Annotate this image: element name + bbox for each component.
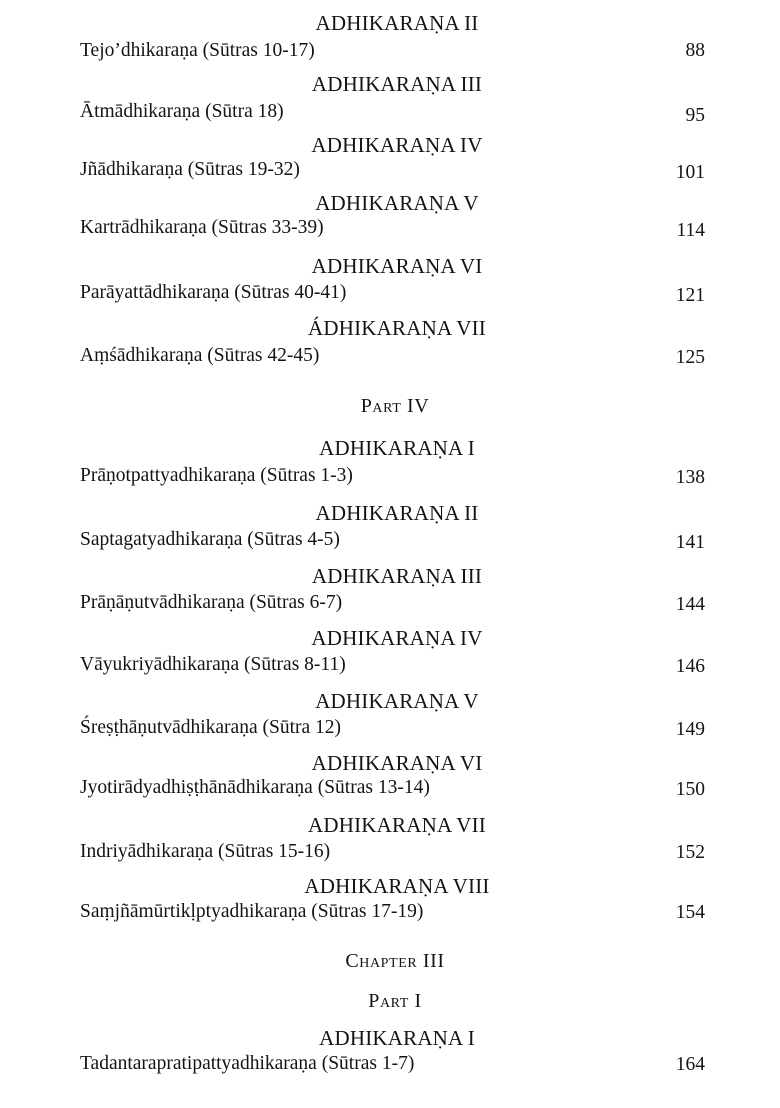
adhikarana-heading: ADHIKARAṆA I <box>319 1026 475 1050</box>
adhikarana-heading: ADHIKARAṆA III <box>311 564 483 588</box>
toc-entry <box>80 900 705 924</box>
toc-entry <box>80 39 705 63</box>
toc-entry <box>80 528 705 552</box>
adhikarana-heading: ADHIKARAṆA VIII <box>304 874 490 898</box>
adhikarana-heading: ADHIKARAṆA I <box>319 436 475 460</box>
part-heading: Part IV <box>360 395 430 417</box>
adhikarana-heading: ADHIKARAṆA II <box>315 501 479 525</box>
adhikarana-heading: ADHIKARAṆA VI <box>311 751 483 775</box>
toc-entry <box>80 216 705 240</box>
entry-page-number: 95 <box>685 105 705 126</box>
part-heading: Part I <box>368 990 422 1012</box>
adhikarana-heading: ADHIKARAṆA VI <box>311 254 483 278</box>
entry-page-number: 146 <box>675 656 705 677</box>
toc-entry <box>80 1052 705 1076</box>
entry-title: Śreṣṭhāṇutvādhikaraṇa (Sūtra 12) <box>80 717 342 738</box>
entry-title: Prāṇotpattyadhikaraṇa (Sūtras 1-3) <box>80 465 353 486</box>
entry-page-number: 121 <box>675 285 705 306</box>
entry-page-number: 114 <box>676 220 705 241</box>
adhikarana-heading: ADHIKARAṆA IV <box>311 133 483 157</box>
entry-title: Indriyādhikaraṇa (Sūtras 15-16) <box>80 841 331 862</box>
entry-title: Vāyukriyādhikaraṇa (Sūtras 8-11) <box>80 654 346 675</box>
entry-page-number: 149 <box>675 719 705 740</box>
entry-page-number: 125 <box>675 347 705 368</box>
entry-title: Prāṇāṇutvādhikaraṇa (Sūtras 6-7) <box>80 592 343 613</box>
chapter-heading: Chapter III <box>345 950 445 972</box>
entry-title: Tadantarapratipattyadhikaraṇa (Sūtras 1-7) <box>80 1053 415 1074</box>
entry-page-number: 138 <box>675 467 705 488</box>
adhikarana-heading: ADHIKARAṆA VII <box>308 813 486 837</box>
entry-page-number: 154 <box>675 902 705 923</box>
toc-entry <box>80 591 705 615</box>
entry-page-number: 152 <box>675 842 705 863</box>
entry-title: Tejo’dhikaraṇa (Sūtras 10-17) <box>80 40 315 61</box>
toc-entry <box>80 716 705 740</box>
adhikarana-heading: ADHIKARAṆA III <box>311 72 483 96</box>
entry-title: Jñādhikaraṇa (Sūtras 19-32) <box>80 159 300 180</box>
entry-title: Kartrādhikaraṇa (Sūtras 33-39) <box>80 217 324 238</box>
adhikarana-heading: ADHIKARAṆA IV <box>311 626 483 650</box>
adhikarana-heading: ADHIKARAṆA V <box>315 689 479 713</box>
entry-page-number: 144 <box>675 594 705 615</box>
entry-page-number: 101 <box>675 162 705 183</box>
adhikarana-heading: ADHIKARAṆA II <box>315 11 479 35</box>
toc-entry <box>80 653 705 677</box>
entry-title: Parāyattādhikaraṇa (Sūtras 40-41) <box>80 282 347 303</box>
entry-page-number: 150 <box>675 779 705 800</box>
toc-entry <box>80 840 705 864</box>
toc-entry <box>80 776 705 800</box>
entry-title: Aṃśādhikaraṇa (Sūtras 42-45) <box>80 345 320 366</box>
entry-title: Ātmādhikaraṇa (Sūtra 18) <box>80 101 284 122</box>
adhikarana-heading: ÁDHIKARAṆA VII <box>308 316 486 340</box>
adhikarana-heading: ADHIKARAṆA V <box>315 191 479 215</box>
entry-title: Jyotirādyadhiṣṭhānādhikaraṇa (Sūtras 13-14) <box>80 777 430 798</box>
toc-entry <box>80 100 705 124</box>
toc-entry <box>80 158 705 182</box>
toc-entry <box>80 344 705 368</box>
entry-title: Saṃjñāmūrtikḷptyadhikaraṇa (Sūtras 17-19) <box>80 901 424 922</box>
toc-entry <box>80 281 705 305</box>
toc-entry <box>80 464 705 488</box>
entry-page-number: 141 <box>675 532 705 553</box>
entry-title: Saptagatyadhikaraṇa (Sūtras 4-5) <box>80 529 340 550</box>
entry-page-number: 88 <box>685 40 705 61</box>
entry-page-number: 164 <box>675 1054 705 1075</box>
